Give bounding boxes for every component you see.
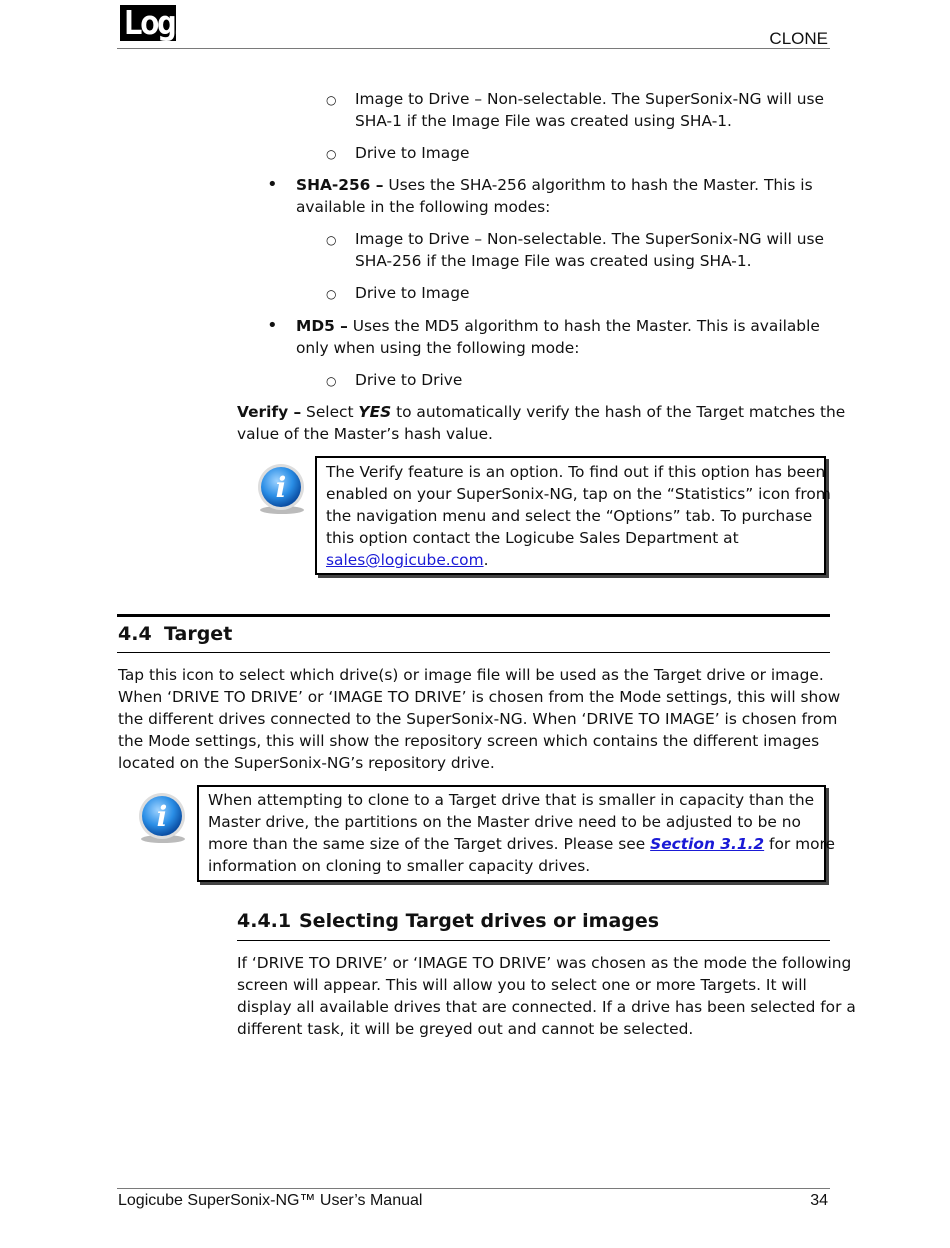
section-top-rule	[117, 614, 830, 617]
info-icon	[256, 462, 308, 516]
circle-bullet-icon: ○	[326, 287, 337, 301]
note-text	[326, 549, 488, 571]
list-item-md5	[296, 315, 820, 337]
section-number: 4.4	[118, 623, 152, 645]
list-item: Drive to Drive	[355, 371, 463, 389]
list-item: Drive to Image	[355, 284, 470, 302]
body-text: display all available drives that are connected. If a drive has been selected for a	[237, 998, 856, 1016]
note-text: this option contact the Logicube Sales Department at	[326, 529, 739, 547]
note-text: information on cloning to smaller capacity drives.	[208, 857, 591, 875]
list-item: Image to Drive – Non-selectable. The SuperSonix-NG will use	[355, 230, 825, 248]
note-text: the navigation menu and select the “Options” tab. To purchase	[326, 507, 813, 525]
body-text: If ‘DRIVE TO DRIVE’ or ‘IMAGE TO DRIVE’ was chosen as the mode the following	[237, 954, 852, 972]
clone-note-box	[197, 785, 835, 882]
md5-text: Uses the MD5 algorithm to hash the Master. This is available	[347, 317, 820, 335]
bullet-icon: •	[267, 315, 278, 336]
body-text: located on the SuperSonix-NG’s repository drive.	[118, 754, 495, 772]
body-text: different task, it will be greyed out and cannot be selected.	[237, 1020, 694, 1038]
verify-note-box	[315, 456, 831, 575]
subsection-number: 4.4.1	[237, 910, 292, 932]
body-text: the Mode settings, this will show the repository screen which contains the different images	[118, 732, 820, 750]
logo-wordmark: Logicube	[123, 3, 258, 42]
body-text: the different drives connected to the SuperSonix-NG. When ‘DRIVE TO IMAGE’ is chosen from	[118, 710, 838, 728]
list-item-cont: SHA-256 if the Image File was created using SHA-1.	[355, 252, 752, 270]
note-text: enabled on your SuperSonix-NG, tap on the “Statistics” icon from	[326, 485, 831, 503]
sha256-label: SHA-256 –	[296, 176, 384, 194]
body-text: Tap this icon to select which drive(s) or image file will be used as the Target drive or image.	[118, 666, 824, 684]
header-section-title: CLONE	[769, 29, 828, 48]
page-number: 34	[810, 1192, 828, 1209]
circle-bullet-icon: ○	[326, 93, 337, 107]
md5-label: MD5 –	[296, 317, 348, 335]
list-item: Image to Drive – Non-selectable. The SuperSonix-NG will use	[355, 90, 825, 108]
verify-text: Select	[301, 403, 359, 421]
sha256-text: Uses the SHA-256 algorithm to hash the Master. This is	[383, 176, 813, 194]
info-icon	[137, 791, 189, 845]
header-rule	[117, 48, 830, 49]
footer-title: Logicube SuperSonix-NG™ User’s Manual	[118, 1192, 423, 1209]
list-item-cont: SHA-1 if the Image File was created using SHA-1.	[355, 112, 732, 130]
circle-bullet-icon: ○	[326, 233, 337, 247]
note-text-end: .	[483, 551, 489, 569]
section-3-1-2-link[interactable]: Section 3.1.2	[650, 835, 765, 853]
list-item-cont: only when using the following mode:	[296, 339, 580, 357]
sales-email-link[interactable]: sales@logicube.com	[326, 551, 484, 569]
verify-label: Verify –	[237, 403, 302, 421]
circle-bullet-icon: ○	[326, 147, 337, 161]
section-title: Target	[164, 623, 233, 645]
note-text	[208, 833, 835, 855]
note-text-part: more than the same size of the Target drives. Please see	[208, 835, 651, 853]
bullet-icon: •	[267, 174, 278, 195]
circle-bullet-icon: ○	[326, 374, 337, 388]
footer-rule	[117, 1188, 830, 1189]
body-text: screen will appear. This will allow you to select one or more Targets. It will	[237, 976, 807, 994]
list-item-sha256	[296, 174, 813, 196]
list-item: Drive to Image	[355, 144, 470, 162]
note-text: The Verify feature is an option. To find out if this option has been	[326, 463, 826, 481]
verify-paragraph	[237, 401, 845, 423]
note-text-part: for more	[764, 835, 835, 853]
body-text: When ‘DRIVE TO DRIVE’ or ‘IMAGE TO DRIVE’ is chosen from the Mode settings, this will show	[118, 688, 841, 706]
svg-text:i: i	[275, 471, 287, 504]
subsection-title: Selecting Target drives or images	[299, 910, 660, 932]
list-item-cont: available in the following modes:	[296, 198, 551, 216]
svg-text:i: i	[156, 800, 168, 833]
note-text: When attempting to clone to a Target drive that is smaller in capacity than the	[208, 791, 815, 809]
note-text: Master drive, the partitions on the Master drive need to be adjusted to be no	[208, 813, 801, 831]
section-bottom-rule	[117, 652, 830, 653]
verify-yes: YES	[358, 403, 392, 421]
subsection-rule	[237, 940, 830, 941]
verify-paragraph-cont: value of the Master’s hash value.	[237, 425, 493, 443]
logicube-logo	[120, 3, 258, 45]
verify-text: to automatically verify the hash of the Target matches the	[391, 403, 846, 421]
